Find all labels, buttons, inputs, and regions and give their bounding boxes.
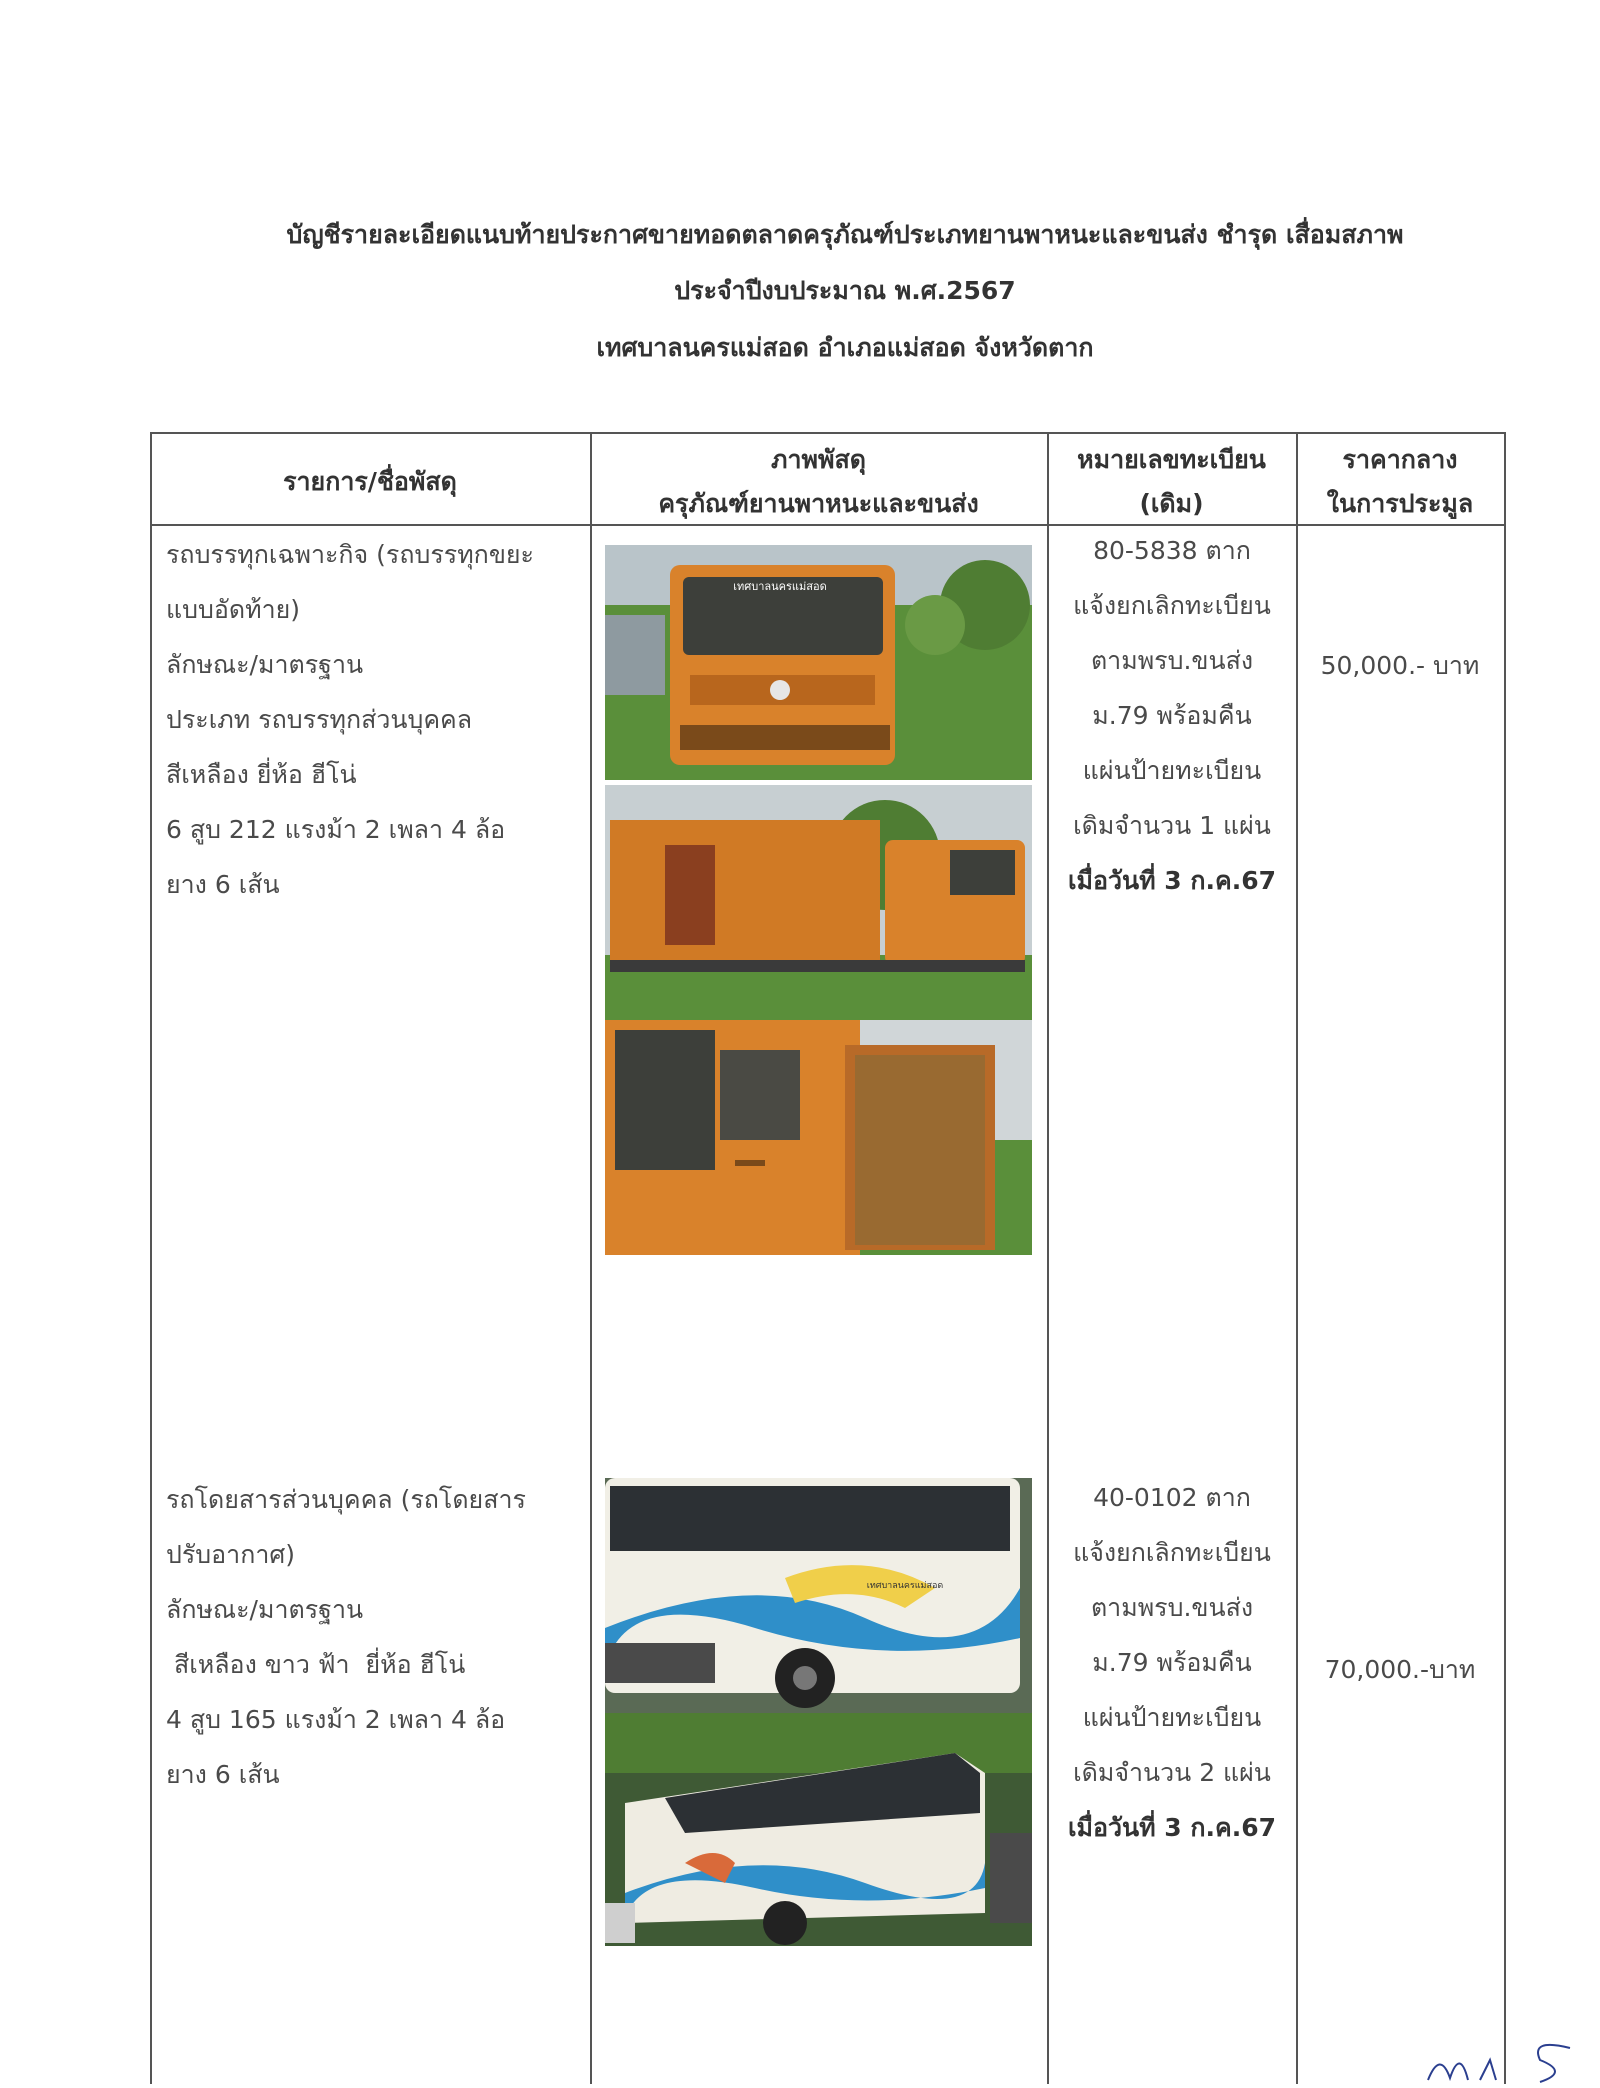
row2-reg-line: ตามพรบ.ขนส่ง [1090,1593,1254,1622]
table-divider-1 [590,432,592,2084]
header-price [1296,438,1504,526]
row1-reg-line: 80-5838 ตาก [1093,536,1251,565]
title-line-2: ประจำปีงบประมาณ พ.ศ.2567 [674,276,1016,305]
title-line-3: เทศบาลนครแม่สอด อำเภอแม่สอด จังหวัดตาก [596,333,1094,362]
row1-price: 50,000.- บาท [1320,651,1480,680]
row2-item-line: รถโดยสารส่วนบุคคล (รถโดยสาร [166,1485,526,1514]
row2-reg-line: เดิมจำนวน 2 แผ่น [1073,1758,1271,1787]
table-border-right [1504,432,1506,2084]
row1-reg-date: เมื่อวันที่ 3 ก.ค.67 [1067,866,1277,895]
table-top-border [150,432,1505,434]
row2-item-line: ลักษณะ/มาตรฐาน [166,1595,364,1624]
row2-item-line: ยาง 6 เส้น [166,1760,280,1789]
row1-item-description [166,527,586,912]
row2-photo-bus-rear [605,1713,1032,1946]
table-border-left [150,432,152,2084]
header-registration-line2: (เดิม) [1139,489,1204,518]
table-divider-3 [1296,432,1298,2084]
header-registration [1047,438,1296,526]
row1-reg-line: ตามพรบ.ขนส่ง [1090,646,1254,675]
row1-item-line: แบบอัดท้าย) [166,595,301,624]
header-registration-line1: หมายเลขทะเบียน [1077,445,1266,474]
row1-item-line: 6 สูบ 212 แรงม้า 2 เพลา 4 ล้อ [166,815,506,844]
title-line-1: บัญชีรายละเอียดแนบท้ายประกาศขายทอดตลาดครุภัณฑ์ประเภทยานพาหนะและขนส่ง ชำรุด เสื่อมสภาพ [286,220,1404,249]
row1-item-line: รถบรรทุกเฉพาะกิจ (รถบรรทุกขยะ [166,540,534,569]
bus-side-caption: เทศบาลนครแม่สอด [866,1581,944,1591]
row1-photo-truck-front [605,545,1032,780]
row2-reg-line: ม.79 พร้อมคืน [1092,1648,1252,1677]
row2-reg-line: แจ้งยกเลิกทะเบียน [1073,1538,1271,1567]
row2-reg-line: 40-0102 ตาก [1093,1483,1251,1512]
row1-reg-line: แจ้งยกเลิกทะเบียน [1073,591,1271,620]
header-photo [590,438,1047,526]
header-item: รายการ/ชื่อพัสดุ [283,467,457,496]
row1-item-line: ประเภท รถบรรทุกส่วนบุคคล [166,705,473,734]
row1-photo-truck-cab [605,1020,1032,1255]
handwritten-signature [1420,2030,1590,2088]
row1-reg-line: เดิมจำนวน 1 แผ่น [1073,811,1271,840]
row1-reg-line: ม.79 พร้อมคืน [1092,701,1252,730]
header-price-line2: ในการประมูล [1326,489,1474,518]
row1-item-line: ยาง 6 เส้น [166,870,280,899]
row2-item-description [166,1472,586,1802]
row2-registration [1052,1470,1292,1855]
row2-photo-bus-side [605,1478,1032,1713]
row2-reg-date: เมื่อวันที่ 3 ก.ค.67 [1067,1813,1277,1842]
row2-price: 70,000.-บาท [1324,1655,1476,1684]
truck-door-caption: เทศบาลนครแม่สอด [733,580,827,593]
header-price-line1: ราคากลาง [1342,445,1458,474]
row1-item-line: ลักษณะ/มาตรฐาน [166,650,364,679]
row2-item-line: สีเหลือง ขาว ฟ้า ยี่ห้อ ฮีโน่ [166,1650,466,1679]
row2-reg-line: แผ่นป้ายทะเบียน [1082,1703,1262,1732]
row1-reg-line: แผ่นป้ายทะเบียน [1082,756,1262,785]
table-divider-2 [1047,432,1049,2084]
header-photo-line2: ครุภัณฑ์ยานพาหนะและขนส่ง [658,489,979,518]
row1-photo-truck-side [605,785,1032,1020]
row2-item-line: 4 สูบ 165 แรงม้า 2 เพลา 4 ล้อ [166,1705,506,1734]
row2-item-line: ปรับอากาศ) [166,1540,296,1569]
row1-registration [1052,523,1292,908]
header-photo-line1: ภาพพัสดุ [771,445,866,474]
row1-item-line: สีเหลือง ยี่ห้อ ฮีโน่ [166,760,357,789]
